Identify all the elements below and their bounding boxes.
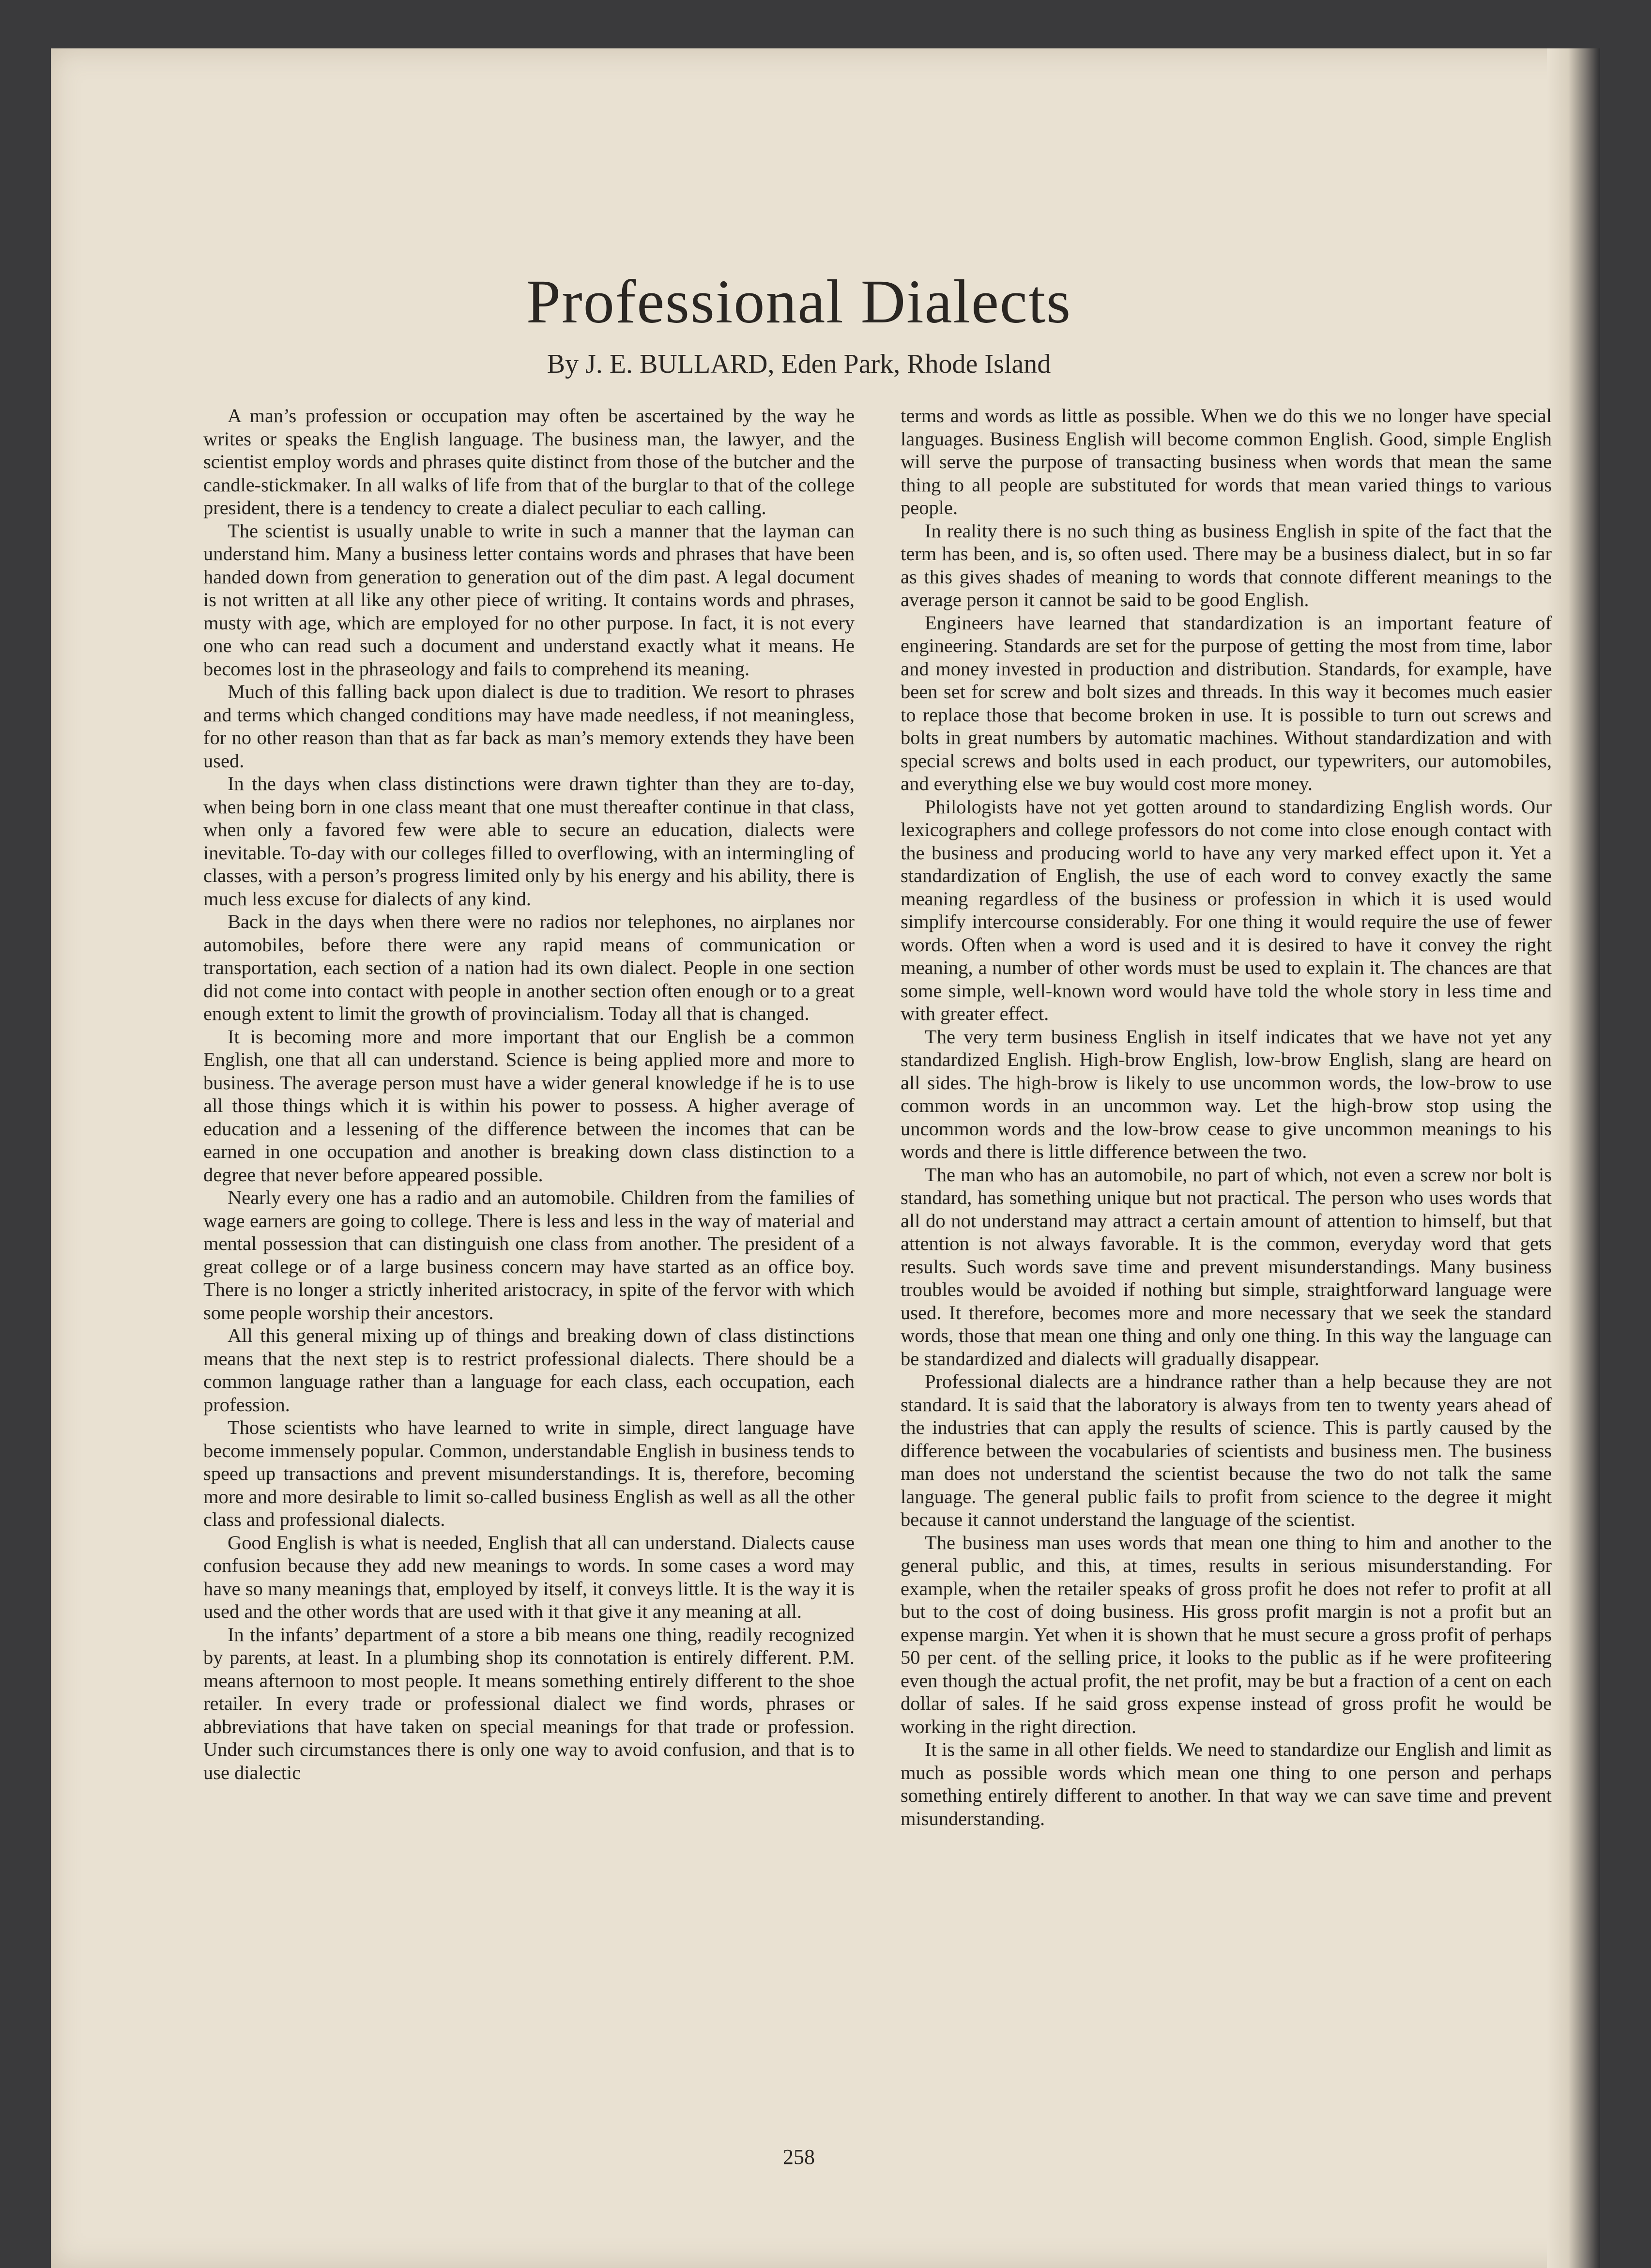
paragraph: Philologists have not yet gotten around to standardizing English words. Our lexicographers and college professors do not come into close enough contact with the business and producing world to have any very marked effect upon it. Yet a standardization of English, the use of each word to convey exactly the same meaning regardless of the business or profession in which it is used would simplify intercourse considerably. For one thing it would require the use of fewer words. Often when a word is used and it is desired to have it convey the right meaning, a number of other words must be used to explain it. The chances are that some simple, well-known word would have told the whole story in less time and with greater effect. <box>901 795 1552 1024</box>
page-spine-shadow <box>1547 48 1600 2268</box>
article-byline: By J. E. BULLARD, Eden Park, Rhode Island <box>547 349 1051 379</box>
article-title: Professional Dialects <box>526 267 1072 336</box>
paragraph: A man’s profession or occupation may often be ascertained by the way he writes or speaks the English language. The business man, the lawyer, and the scientist employ words and phrases quite distinct from those of the butcher and the candle-stickmaker. In all walks of life from that of the burglar to that of the college president, there is a tendency to create a dialect peculiar to each calling. <box>203 405 855 518</box>
left-column <box>203 404 855 1784</box>
paragraph: The very term business English in itself indicates that we have not yet any standardized English. High-brow English, low-brow English, slang are heard on all sides. The high-brow is likely to use uncommon words, the low-brow to use common words in an uncommon way. Let the high-brow stop using the uncommon words and the low-brow cease to give uncommon meanings to his words and there is little difference between the two. <box>901 1025 1552 1162</box>
paragraph: Those scientists who have learned to write in simple, direct language have become immensely popular. Common, understandable English in business tends to speed up transactions and prevent misunderstandings. It is, therefore, becoming more and more desirable to limit so-called business English as well as all the other class and professional dialects. <box>203 1416 855 1530</box>
paragraph: In the infants’ department of a store a bib means one thing, readily recognized by parents, at least. In a plumbing shop its connotation is entirely different. P.M. means afternoon to most people. It means something entirely different to the shoe retailer. In every trade or professional dialect we find words, phrases or abbreviations that have taken on special meanings for that trade or profession. Under such circumstances there is only one way to avoid confusion, and that is to use dialectic <box>203 1623 855 1783</box>
paragraph: The business man uses words that mean one thing to him and another to the general public, and this, at times, results in serious misunderstanding. For example, when the retailer speaks of gross profit he does not refer to profit at all but to the cost of doing business. His gross profit margin is not a profit but an expense margin. Yet when it is shown that he must secure a gross profit of perhaps 50 per cent. of the selling price, it looks to the public as if he were profiteering even though the actual profit, the net profit, may be but a fraction of a cent on each dollar of sales. If he said gross expense instead of gross profit he would be working in the right direction. <box>901 1531 1552 1737</box>
paragraph: The scientist is usually unable to write in such a manner that the layman can understand him. Many a business letter contains words and phrases that have been handed down from generation to generation out of the dim past. A legal document is not written at all like any other piece of writing. It contains words and phrases, musty with age, which are employed for no other purpose. In fact, it is not every one who can read such a document and understand exactly what it means. He becomes lost in the phraseology and fails to comprehend its meaning. <box>203 519 855 680</box>
right-column <box>901 404 1552 1830</box>
paragraph: It is becoming more and more important that our English be a common English, one that all can understand. Science is being applied more and more to business. The average person must have a wider general knowledge if he is to use all those things which it is within his power to possess. A higher average of education and a lessening of the difference between the incomes that can be earned in one occupation and another is breaking down class distinction to a degree that never before appeared possible. <box>203 1025 855 1186</box>
paragraph: Much of this falling back upon dialect is due to tradition. We resort to phrases and terms which changed conditions may have made needless, if not meaningless, for no other reason than that as far back as man’s memory extends they have been used. <box>203 681 855 772</box>
magazine-page <box>51 48 1600 2268</box>
paragraph: Professional dialects are a hindrance rather than a help because they are not standard. It is said that the laboratory is always from ten to twenty years ahead of the industries that can apply the results of science. This is partly caused by the difference between the vocabularies of scientists and business men. The business man does not understand the scientist because the two do not talk the same language. The general public fails to profit from science to the degree it might because it cannot understand the language of the scientist. <box>901 1370 1552 1530</box>
page-number: 258 <box>783 2145 815 2169</box>
paragraph: Good English is what is needed, English that all can understand. Dialects cause confusion because they add new meanings to words. In some cases a word may have so many meanings that, employed by itself, it conveys little. It is the way it is used and the other words that are used with it that give it any meaning at all. <box>203 1531 855 1622</box>
paragraph: Engineers have learned that standardization is an important feature of engineering. Standards are set for the purpose of getting the most from time, labor and money invested in production and distribution. Standards, for example, have been set for screw and bolt sizes and threads. In this way it becomes much easier to replace those that become broken in use. It is possible to turn out screws and bolts in great numbers by automatic machines. Without standardization and with special screws and bolts used in each product, our typewriters, our automobiles, and everything else we buy would cost more money. <box>901 611 1552 794</box>
paragraph-continued: terms and words as little as possible. When we do this we no longer have special languages. Business English will become common English. Good, simple English will serve the purpose of transacting business when words that mean the same thing to all people are substituted for words that mean varied things to various people. <box>901 405 1552 518</box>
paragraph: In reality there is no such thing as business English in spite of the fact that the term has been, and is, so often used. There may be a business dialect, but in so far as this gives shades of meaning to words that connote different meanings to the average person it cannot be said to be good English. <box>901 519 1552 610</box>
paragraph: Back in the days when there were no radios nor telephones, no airplanes nor automobiles, before there were any rapid means of communication or transportation, each section of a nation had its own dialect. People in one section did not come into contact with people in another section often enough or to a great enough extent to limit the growth of provincialism. Today all that is changed. <box>203 911 855 1024</box>
paragraph: All this general mixing up of things and breaking down of class distinctions means that the next step is to restrict professional dialects. There should be a common language rather than a language for each class, each occupation, each profession. <box>203 1324 855 1416</box>
paragraph: It is the same in all other fields. We need to standardize our English and limit as much as possible words which mean one thing to one person and perhaps something entirely different to another. In that way we can save time and prevent misunderstanding. <box>901 1738 1552 1829</box>
paragraph: In the days when class distinctions were drawn tighter than they are to-day, when being born in one class meant that one must thereafter continue in that class, when only a favored few were able to secure an education, dialects were inevitable. To-day with our colleges filled to overflowing, with an intermingling of classes, with a person’s progress limited only by his energy and his ability, there is much less excuse for dialects of any kind. <box>203 773 855 910</box>
paragraph: Nearly every one has a radio and an automobile. Children from the families of wage earners are going to college. There is less and less in the way of material and mental possession that can distinguish one class from another. The president of a great college or of a large business concern may have started as an office boy. There is no longer a strictly inherited aristocracy, in spite of the fervor with which some people worship their ancestors. <box>203 1187 855 1324</box>
paragraph: The man who has an automobile, no part of which, not even a screw nor bolt is standard, has something unique but not practical. The person who uses words that all do not understand may attract a certain amount of attention to himself, but that attention is not always favorable. It is the common, everyday word that gets results. Such words save time and prevent misunderstandings. Many business troubles would be avoided if nothing but simple, straightforward language were used. It therefore, becomes more and more necessary that we seek the standard words, those that mean one thing and only one thing. In this way the language can be standardized and dialects will gradually disappear. <box>901 1163 1552 1370</box>
